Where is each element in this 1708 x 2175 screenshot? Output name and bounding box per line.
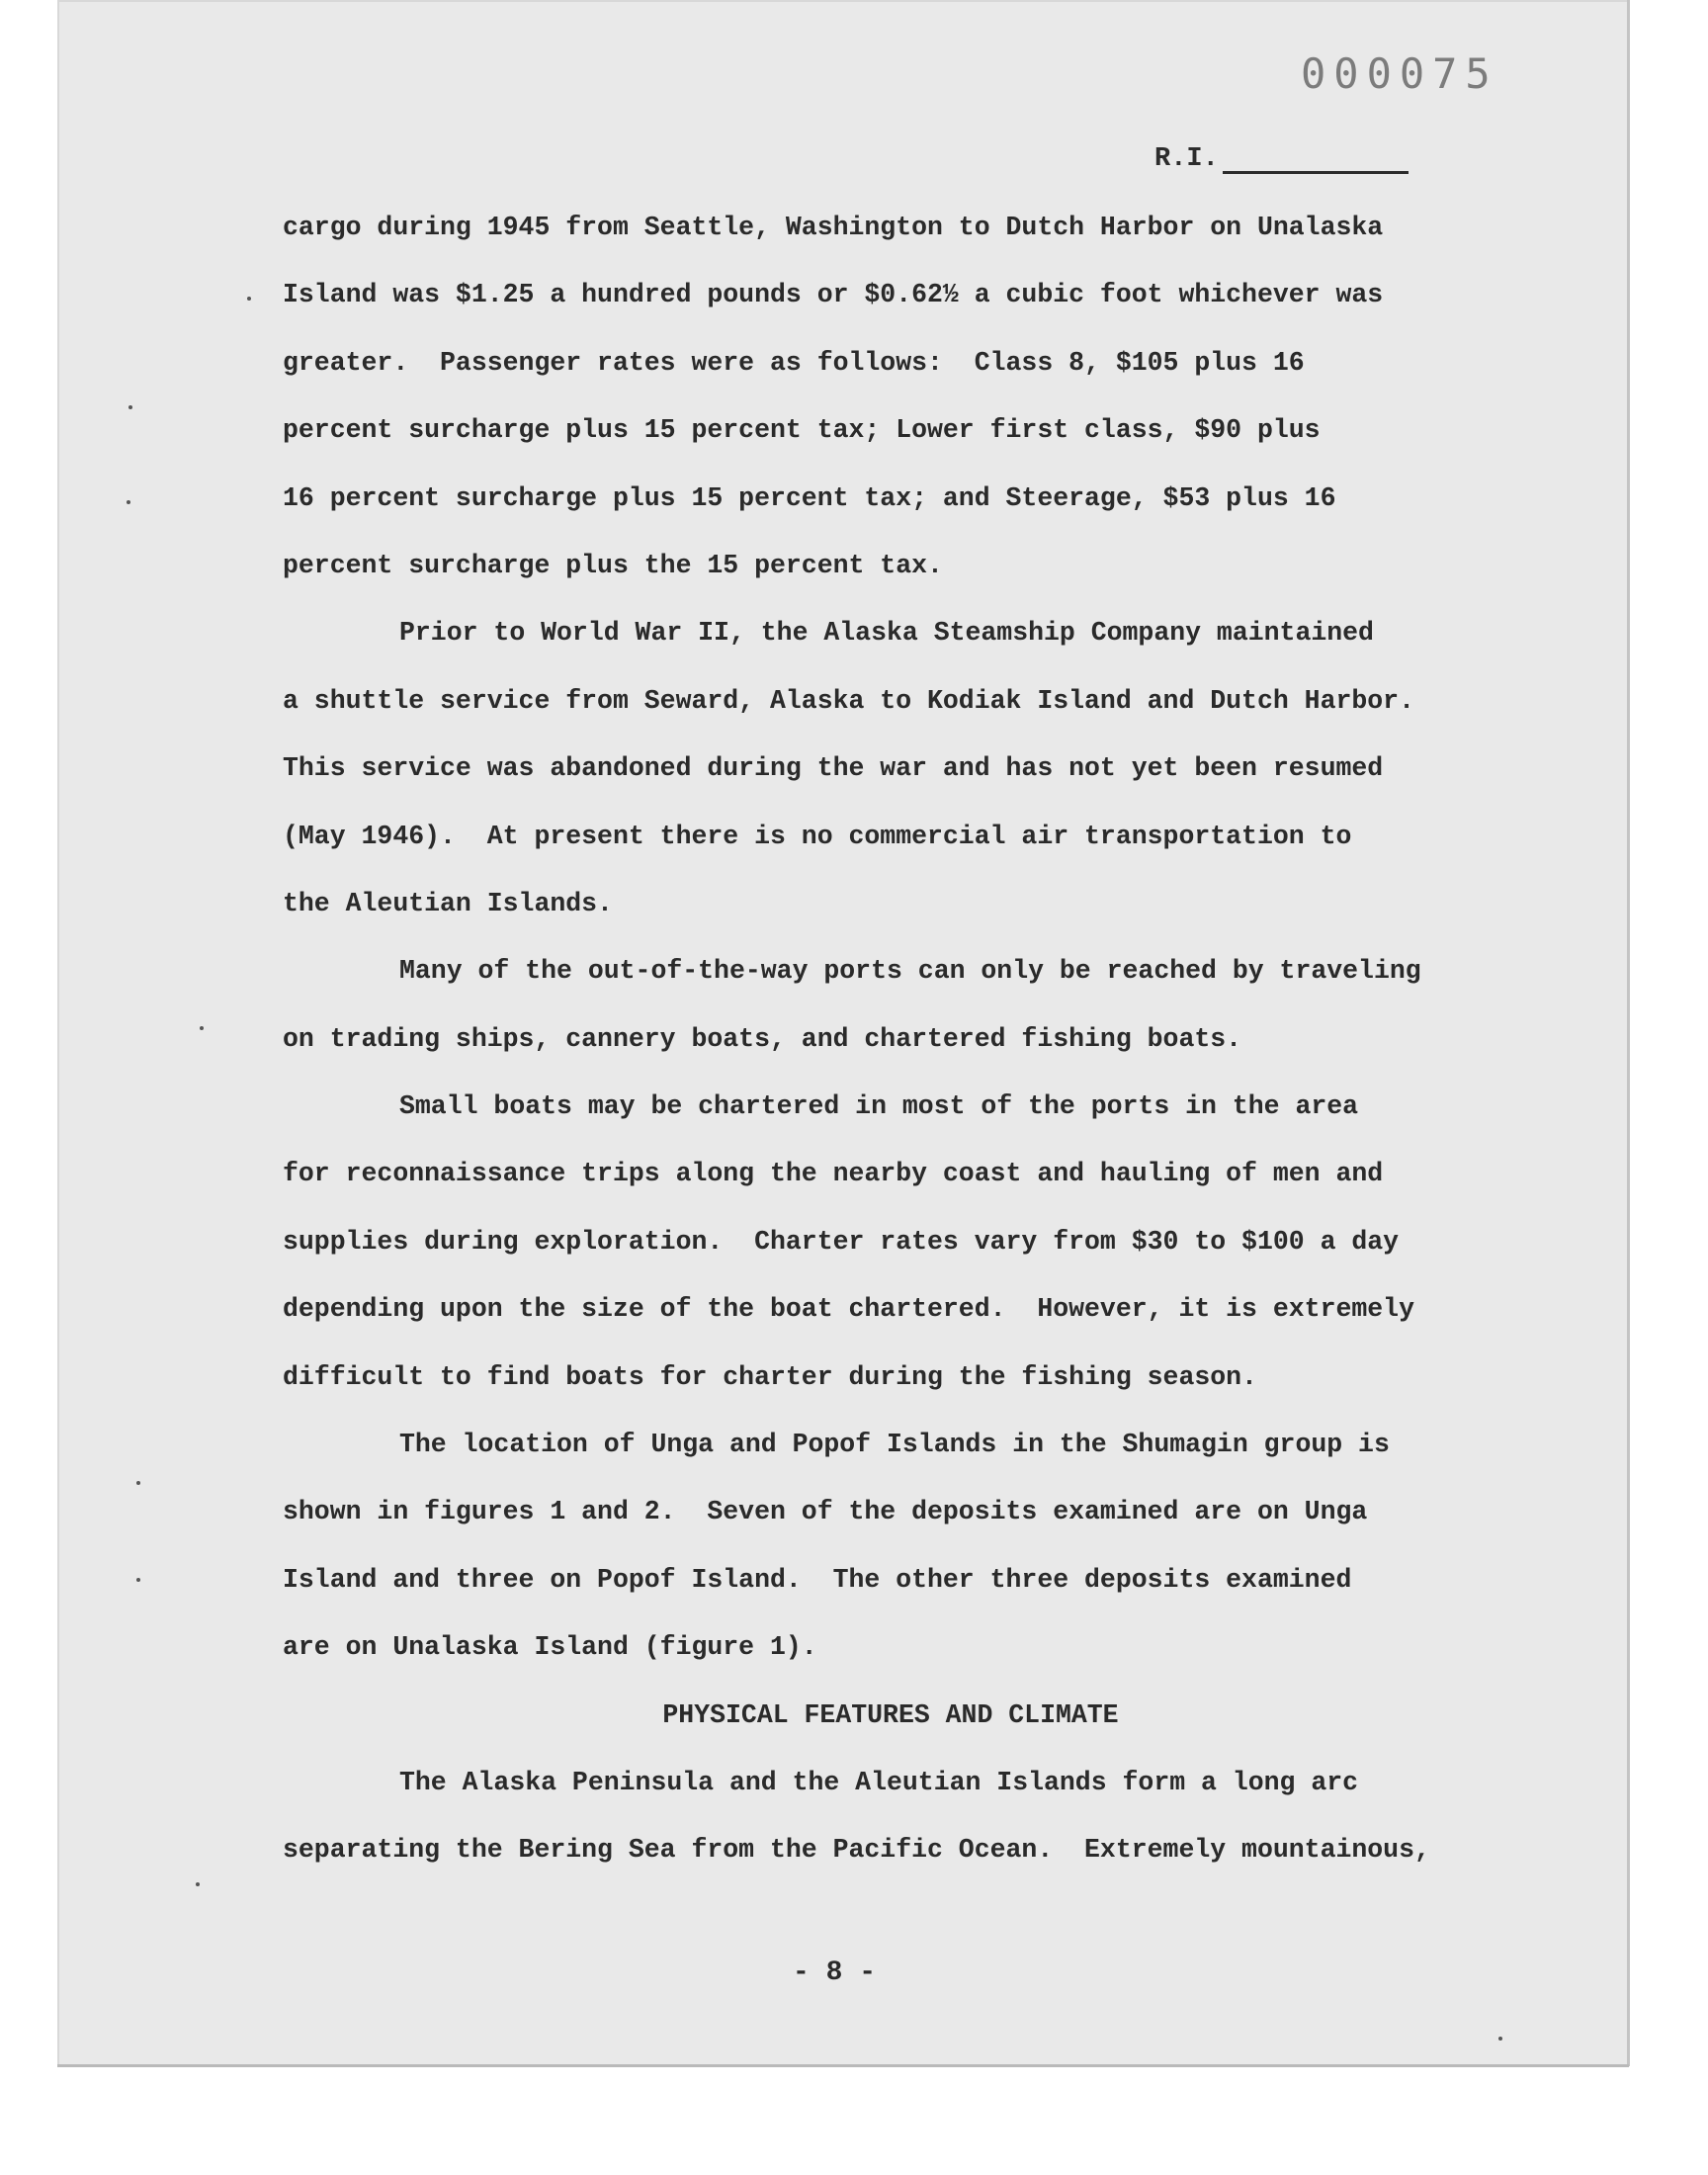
document-body bbox=[283, 206, 1498, 1896]
paragraph-6 bbox=[283, 1761, 1498, 1896]
paragraph-3 bbox=[283, 949, 1498, 1085]
paragraph-5 bbox=[283, 1423, 1498, 1694]
text-line: The Alaska Peninsula and the Aleutian Islands form a long arc bbox=[399, 1767, 1359, 1797]
text-line: supplies during exploration. Charter rates vary from $30 to $100 a day bbox=[283, 1226, 1400, 1257]
text-line: depending upon the size of the boat chartered. However, it is extremely bbox=[283, 1294, 1414, 1325]
text-line: Island and three on Popof Island. The other three deposits examined bbox=[283, 1564, 1352, 1595]
scan-speck bbox=[136, 1481, 140, 1485]
text-line: The location of Unga and Popof Islands in the Shumagin group is bbox=[399, 1430, 1390, 1460]
section-heading: PHYSICAL FEATURES AND CLIMATE bbox=[662, 1699, 1119, 1730]
report-number-field bbox=[1154, 144, 1409, 174]
text-line: shown in figures 1 and 2. Seven of the deposits examined are on Unga bbox=[283, 1497, 1368, 1527]
paragraph-1 bbox=[283, 206, 1498, 611]
text-line: percent surcharge plus the 15 percent tax. bbox=[283, 550, 943, 580]
report-number-label: R.I. bbox=[1154, 144, 1219, 174]
text-line: are on Unalaska Island (figure 1). bbox=[283, 1632, 817, 1663]
text-line: Small boats may be chartered in most of the ports in the area bbox=[399, 1091, 1359, 1122]
scan-speck bbox=[127, 500, 130, 504]
page-edge-right bbox=[1627, 0, 1630, 2066]
scan-speck bbox=[136, 1578, 140, 1582]
text-line: 16 percent surcharge plus 15 percent tax; and Steerage, $53 plus 16 bbox=[283, 482, 1336, 513]
text-line: a shuttle service from Seward, Alaska to Kodiak Island and Dutch Harbor. bbox=[283, 685, 1414, 716]
paragraph-4 bbox=[283, 1085, 1498, 1423]
scan-speck bbox=[1498, 2037, 1502, 2041]
text-line: for reconnaissance trips along the nearby coast and hauling of men and bbox=[283, 1159, 1384, 1189]
text-line: difficult to find boats for charter during the fishing season. bbox=[283, 1361, 1257, 1392]
scan-speck bbox=[200, 1026, 204, 1030]
paragraph-2 bbox=[283, 611, 1498, 949]
text-line: the Aleutian Islands. bbox=[283, 888, 613, 918]
scan-speck bbox=[196, 1882, 200, 1886]
report-number-blank bbox=[1223, 147, 1409, 174]
text-line: cargo during 1945 from Seattle, Washington to Dutch Harbor on Unalaska bbox=[283, 213, 1384, 242]
text-line: Prior to World War II, the Alaska Steamship Company maintained bbox=[399, 618, 1374, 649]
text-line: percent surcharge plus 15 percent tax; Lower first class, $90 plus bbox=[283, 415, 1321, 446]
text-line: separating the Bering Sea from the Pacific Ocean. Extremely mountainous, bbox=[283, 1835, 1430, 1866]
text-line: greater. Passenger rates were as follows: Class 8, $105 plus 16 bbox=[283, 347, 1305, 378]
text-line: Island was $1.25 a hundred pounds or $0.62½ a cubic foot whichever was bbox=[283, 280, 1384, 310]
text-line: on trading ships, cannery boats, and chartered fishing boats. bbox=[283, 1023, 1242, 1054]
scan-speck bbox=[128, 405, 132, 409]
text-line: Many of the out-of-the-way ports can only be reached by traveling bbox=[399, 956, 1421, 987]
text-line: (May 1946). At present there is no commercial air transportation to bbox=[283, 821, 1352, 851]
page-number: - 8 - bbox=[792, 1958, 876, 1988]
text-line: This service was abandoned during the war and has not yet been resumed bbox=[283, 753, 1384, 784]
scan-speck bbox=[247, 297, 251, 301]
page-edge-bottom bbox=[57, 2064, 1629, 2067]
document-number-stamp: 000075 bbox=[1301, 49, 1498, 98]
